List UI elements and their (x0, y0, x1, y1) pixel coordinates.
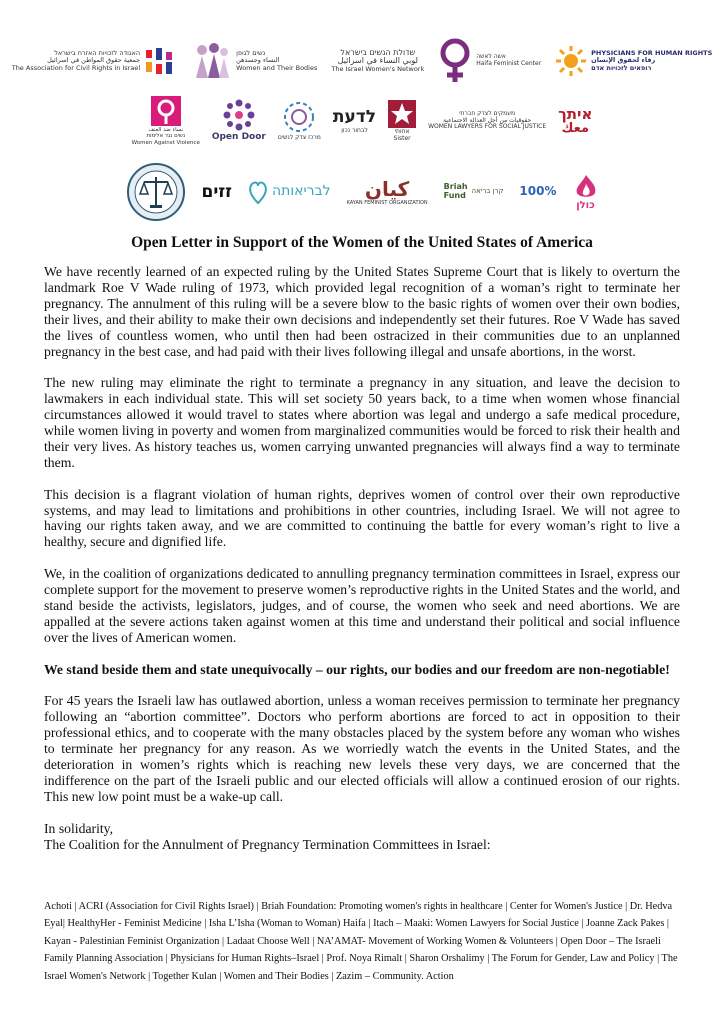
zazim-logo-text: זזים (201, 181, 232, 202)
noya-logo (519, 185, 556, 198)
wav-logo-text-ar: نساء ضد العنف (148, 127, 184, 134)
kayan-logo (347, 178, 428, 207)
together-kulan-logo (573, 174, 599, 211)
itach-script-text-he: איתך (558, 104, 593, 123)
acri-logo-text-ar: جمعية حقوق المواطن في اسرائيل (47, 56, 141, 65)
itach-logo-text-he: מעמקים לצדק חברתי (459, 110, 516, 118)
acri-logo (12, 46, 178, 76)
phr-logo-text-he: רופאים לזכויות אדם (591, 63, 652, 72)
sign-off: In solidarity, (44, 820, 114, 836)
iwn-logo-text-he: שדולת הנשים בישראל (340, 47, 416, 57)
acri-logo-text-he: האגודה לזכויות האזרח בישראל (54, 49, 141, 58)
naamat-logo-text-en: Sister (393, 134, 411, 142)
ladaat-logo-text: לדעת (332, 106, 377, 127)
logo-row-3 (0, 152, 724, 232)
phr-logo-text-en: PHYSICIANS FOR HUMAN RIGHTS (591, 49, 713, 58)
briah-logo-text-2: Fund (443, 191, 466, 200)
naamat-logo (388, 100, 416, 142)
letter-body (44, 264, 680, 852)
isha-logo-text-he: אשה לאשה (476, 53, 506, 61)
itach-logo-text-ar: حقوقيات من أجل العدالة الاجتماعية (443, 116, 532, 124)
open-door-logo-text: Open Door (211, 132, 266, 143)
itach-script-text-ar: معك (561, 121, 589, 137)
briah-logo-text-he: קרן בריאה (471, 187, 504, 196)
letter-paragraph-3: This decision is a flagrant violation of human rights, deprives women of control over their own reproductive systems, and may lead to limitations and prohibitions in other countries, including Israel. We will not agree to having our rights taken away, and we are committed to continuing the battle for every woman’s right to live a healthy, secure and dignified life. (44, 486, 680, 550)
isha-logo-text-en: Haifa Feminist Center (476, 60, 542, 67)
center-for-womens-justice-logo (278, 100, 321, 142)
phr-logo-text-ar: رفاء لحقوق الإنسان (591, 56, 656, 65)
logo-row-1 (0, 30, 724, 92)
wav-logo-text-en: Women Against Violence (131, 139, 200, 146)
iwn-logo-text-en: The Israel Women's Network (331, 65, 425, 74)
kayan-logo-text-en: KAYAN FEMINIST ORGANIZATION (346, 199, 428, 206)
acri-logo-text-en: The Association for Civil Rights in Israel (11, 63, 141, 72)
wtb-logo-text-he: נשים לגופן (236, 49, 266, 58)
wtb-logo-text-en: Women and Their Bodies (236, 63, 318, 72)
open-door-logo (212, 99, 266, 143)
flame-icon (573, 174, 599, 200)
forum-gender-law-logo (126, 162, 186, 222)
isha-leisha-logo (438, 36, 541, 86)
naamat-logo-text-he: אחותי (394, 127, 410, 135)
ladaat-logo (333, 108, 376, 134)
letter-paragraph-4: We, in the coalition of organizations dedicated to annulling pregnancy termination committees in Israel, express our complete support for the movement to preserve women’s reproductive rights in the United States and the world, and stand beside the activists, legislators, judges, and of course, the women who seek and need abortions. We are appalled at the severe actions taken against women at this time and understand their political and social influence over the lives of American women. (44, 566, 680, 645)
logo-banner (0, 0, 724, 232)
healthyher-heart-icon (248, 179, 268, 205)
women-against-violence-logo (132, 96, 200, 145)
itach-script-logo (558, 106, 592, 137)
briah-logo-text-1: Briah (443, 182, 468, 192)
letter-paragraph-2: The new ruling may eliminate the right to terminate a pregnancy in any situation, and leave the decision to lawmakers in each individual state. This will set society 50 years back, to a time when women whose financial circumstances allowed it would travel to states where abortion was legal and undergo a safe medical procedure, while women living in poverty and women from marginalized communities would be forced to risk their health and their very lives. As history teaches us, women carrying unwanted pregnancies will always find a way to terminate them. (44, 375, 680, 470)
cwj-logo-text: מרכז צדק לנשים (277, 134, 321, 142)
womens-justice-circle-icon (278, 100, 320, 134)
women-and-their-bodies-logo (192, 42, 317, 80)
wtb-logo-text-ar: النساء وجسدهن (236, 56, 280, 65)
iwn-logo-text-ar: لوبي النساء في اسرائيل (337, 56, 418, 66)
itach-logo-text-en: WOMEN LAWYERS FOR SOCIAL JUSTICE (428, 123, 547, 131)
female-symbol-icon (438, 36, 472, 86)
noya-logo-text: 100% (519, 184, 557, 199)
member-organizations-list: Achoti | ACRI (Association for Civil Rights Israel) | Briah Foundation: Promoting women's rights in healthcare | Center for Women's Justice | Dr. Hedva Eyal| HealthyHer - Feminist Medicine | Isha L’Isha (Woman to Woman) Haifa | Itach – Maaki: Women Lawyers for Social Justice | Joanne Zack Pakes | Kayan - Palestinian Feminist Organization | Ladaat Choose Well | NA’AMAT- Movement of Working Women & Volunteers | Open Door – The Israeli Family Planning Association | Physicians for Human Rights–Israel | Prof. Noya Rimalt | Sharon Orshalimy | The Forum for Gender, Law and Policy | The Israel Women's Network | Together Kulan | Women and Their Bodies | Zazim – Community. Action (44, 901, 678, 982)
open-door-emblem-icon (222, 99, 256, 131)
kayan-logo-text-ar: كيان (364, 176, 410, 201)
itach-maaki-logo (428, 111, 546, 131)
star-emblem-icon (388, 100, 416, 128)
female-symbol-pink-icon (151, 96, 181, 126)
acri-emblem-icon (144, 46, 178, 76)
bold-statement: We stand beside them and state unequivocally – our rights, our bodies and our freedom are non-negotiable! (44, 661, 670, 677)
letter-paragraph-5: For 45 years the Israeli law has outlawed abortion, unless a woman receives permission to terminate her pregnancy following an “abortion committee”. Doctors who perform abortions are forced to act in opposition to their professional ethics, and to cooperate with the many obstacles placed by the system before any woman who wishes to terminate her pregnancy for any reason. As we worriedly watch the events in the United States, and the deterioration in women’s rights which is reaching new levels these very days, we are concerned that the indifference on the part of the Israeli public and our elected officials will allow a continued erosion of our rights. This new low point must be a wake-up call. (44, 693, 680, 804)
sun-icon (555, 45, 587, 77)
signatory: The Coalition for the Annulment of Pregnancy Termination Committees in Israel: (44, 836, 491, 852)
wav-logo-text-he: נשים נגד אלימות (146, 133, 186, 140)
logo-row-2 (0, 92, 724, 150)
letter-title: Open Letter in Support of the Women of the United States of America (131, 234, 593, 251)
women-figures-icon (192, 42, 232, 80)
zazim-logo (202, 183, 232, 202)
scales-of-justice-icon (126, 162, 186, 222)
briah-logo (444, 183, 504, 201)
ladaat-logo-subtext: לבחור נכון (341, 126, 368, 134)
physicians-for-human-rights-logo (555, 45, 712, 77)
letter-paragraph-1: We have recently learned of an expected ruling by the United States Supreme Court that is likely to overturn the landmark Roe V Wade ruling of 1973, which provided legal recognition of a woman’s right to terminate her pregnancy. The annulment of this ruling will be a severe blow to the basic rights of women over their own bodies, their lives, and their ability to make their own decisions and independently set their futures. Roe V Wade has saved the lives of countless women, who until then had been ostracized in their communities due to an unplanned pregnancy in the best case, and had paid with their lives following illegal and unsafe abortions, in the worst. (44, 264, 680, 359)
healthyher-logo-text: לבריאותה (271, 183, 331, 200)
israel-womens-network-logo (331, 49, 424, 74)
healthyher-logo (248, 179, 331, 205)
kulan-logo-text: כולן (576, 199, 595, 211)
